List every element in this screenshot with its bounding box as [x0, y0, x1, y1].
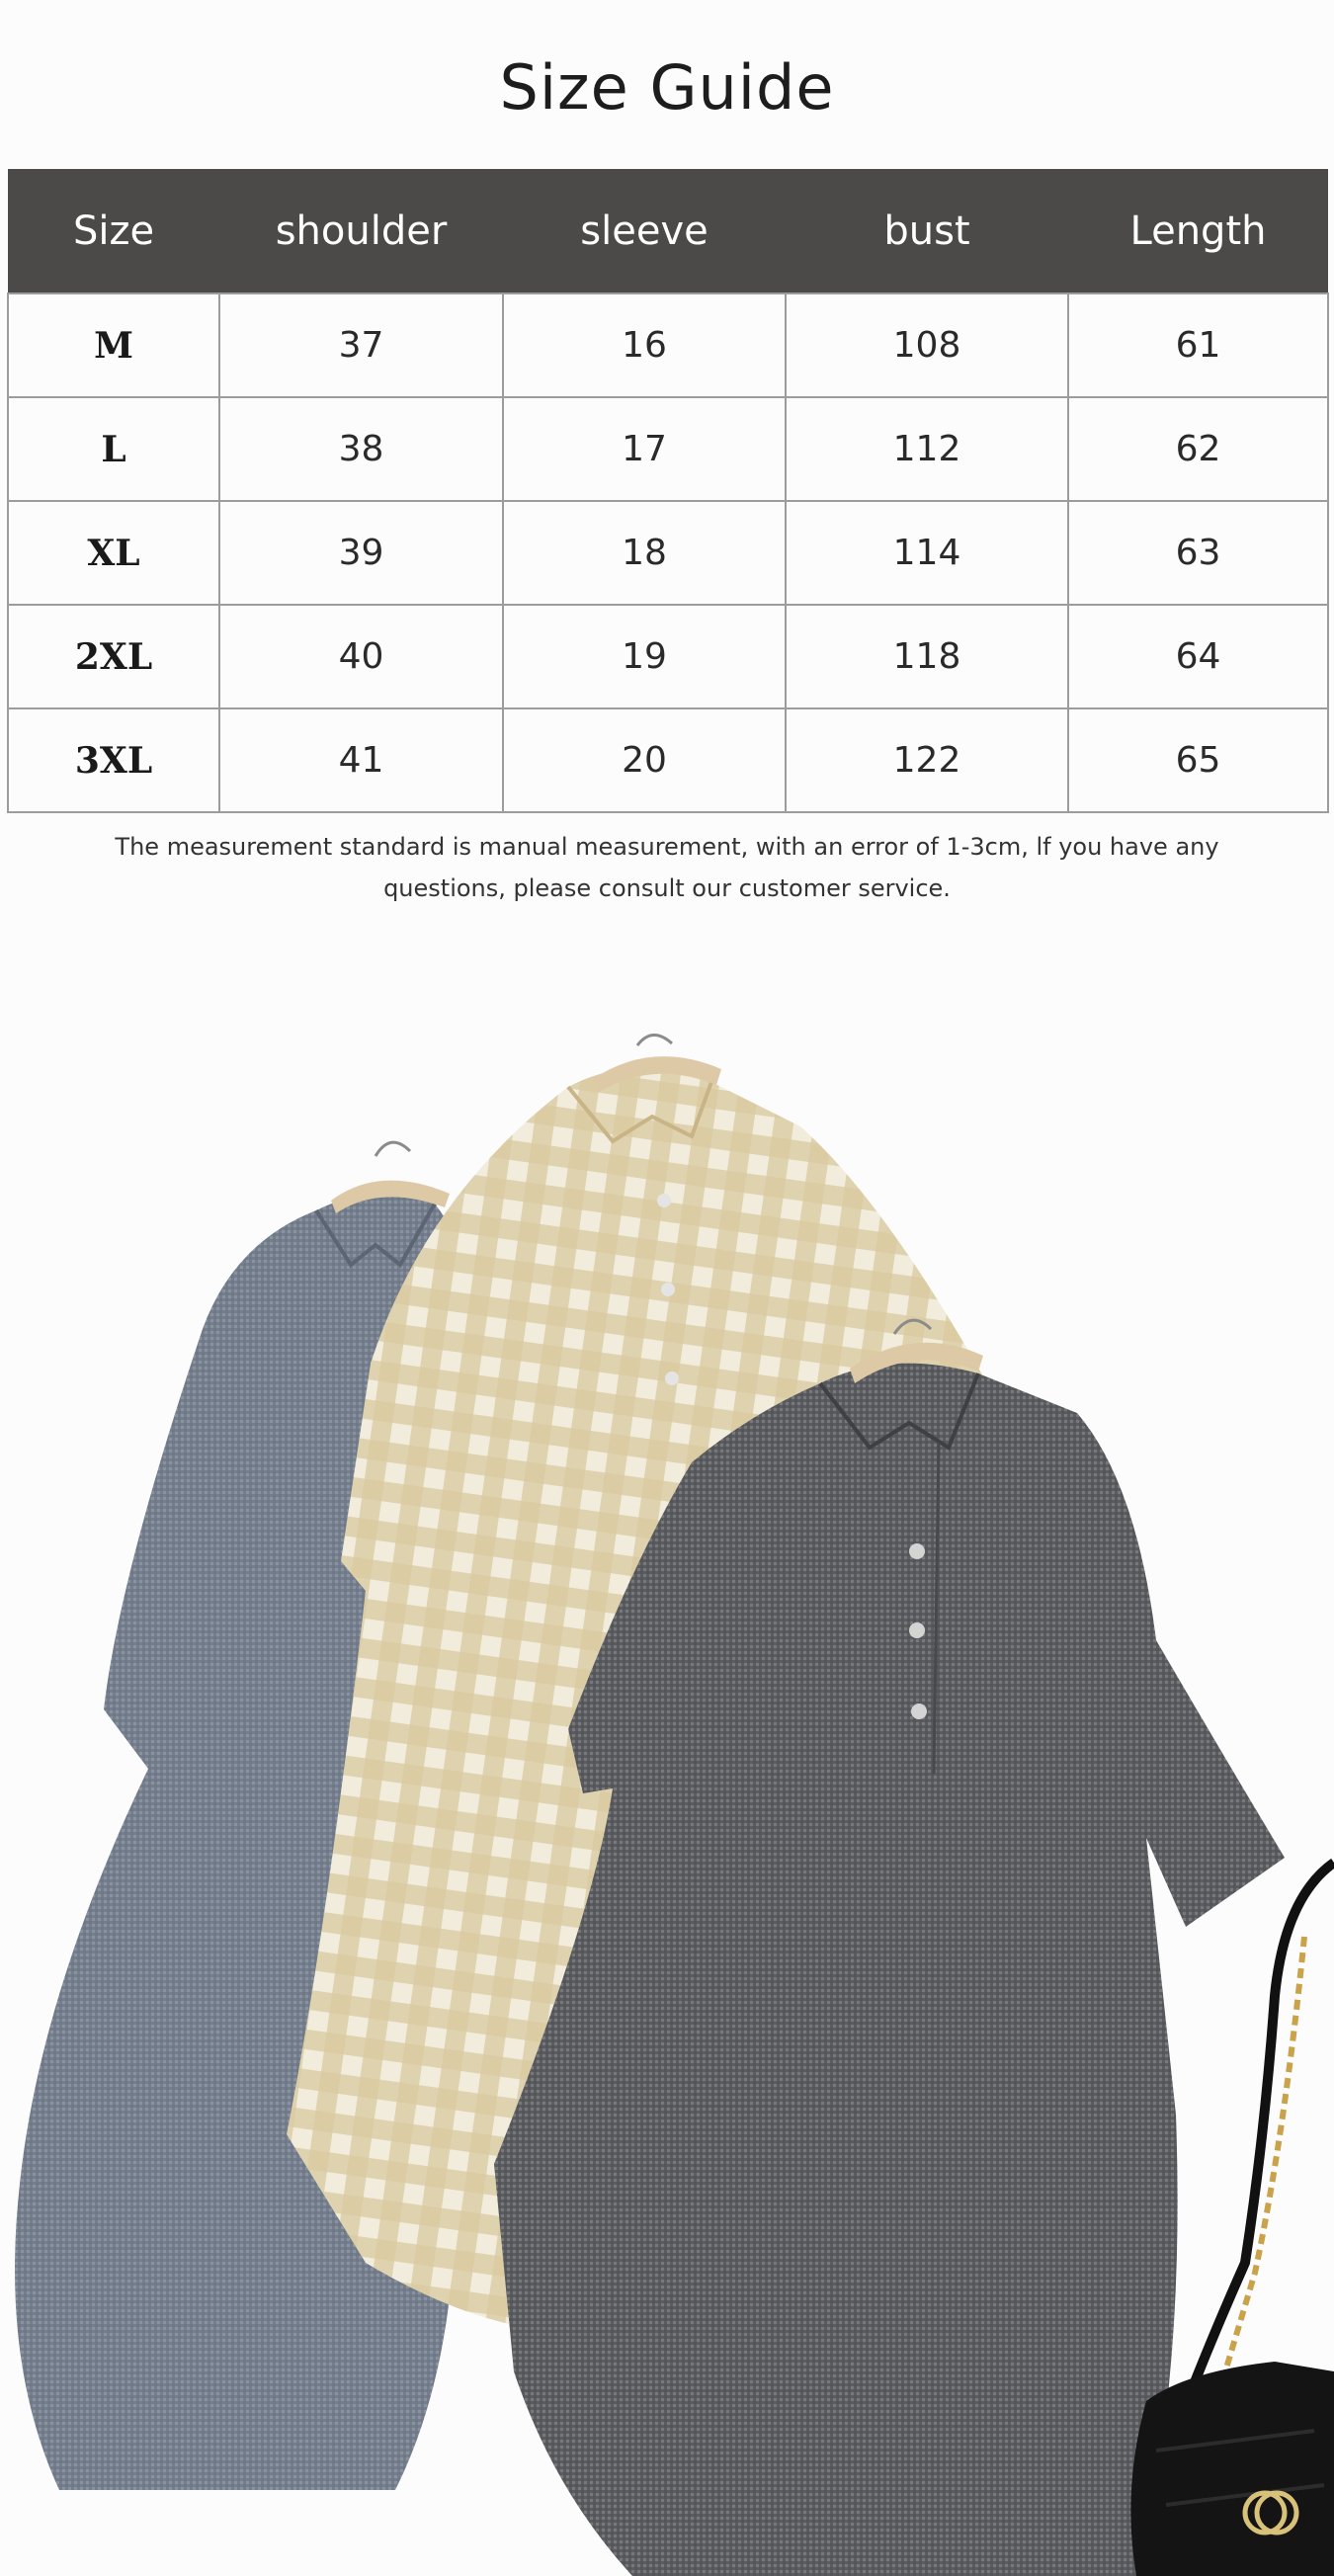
shoulder-cell: 38: [219, 397, 503, 501]
size-cell: M: [8, 293, 219, 397]
shoulder-cell: 37: [219, 293, 503, 397]
size-cell: L: [8, 397, 219, 501]
sleeve-cell: 20: [503, 708, 786, 812]
length-cell: 63: [1068, 501, 1328, 605]
bust-cell: 122: [786, 708, 1068, 812]
length-cell: 64: [1068, 605, 1328, 708]
table-row: [8, 293, 1328, 397]
column-header-length: Length: [1068, 169, 1328, 293]
length-cell: 62: [1068, 397, 1328, 501]
shoulder-cell: 39: [219, 501, 503, 605]
sleeve-cell: 18: [503, 501, 786, 605]
size-table: [7, 169, 1329, 813]
product-photo: [0, 949, 1334, 2576]
page-title: Size Guide: [499, 51, 835, 124]
size-cell: XL: [8, 501, 219, 605]
column-header-shoulder: shoulder: [219, 169, 503, 293]
bust-cell: 112: [786, 397, 1068, 501]
bust-cell: 108: [786, 293, 1068, 397]
sleeve-cell: 19: [503, 605, 786, 708]
sleeve-cell: 16: [503, 293, 786, 397]
column-header-size: Size: [8, 169, 219, 293]
table-row: [8, 397, 1328, 501]
table-header-row: [8, 169, 1328, 293]
shoulder-cell: 41: [219, 708, 503, 812]
bust-cell: 118: [786, 605, 1068, 708]
size-table-container: [7, 169, 1327, 813]
column-header-bust: bust: [786, 169, 1068, 293]
column-header-sleeve: sleeve: [503, 169, 786, 293]
length-cell: 65: [1068, 708, 1328, 812]
sleeve-cell: 17: [503, 397, 786, 501]
table-row: [8, 605, 1328, 708]
table-row: [8, 501, 1328, 605]
length-cell: 61: [1068, 293, 1328, 397]
bust-cell: 114: [786, 501, 1068, 605]
size-cell: 3XL: [8, 708, 219, 812]
shoulder-cell: 40: [219, 605, 503, 708]
table-row: [8, 708, 1328, 812]
size-cell: 2XL: [8, 605, 219, 708]
measurement-note: The measurement standard is manual measurement, with an error of 1-3cm, lf you have any questions, please consult our customer service.: [115, 833, 1219, 902]
